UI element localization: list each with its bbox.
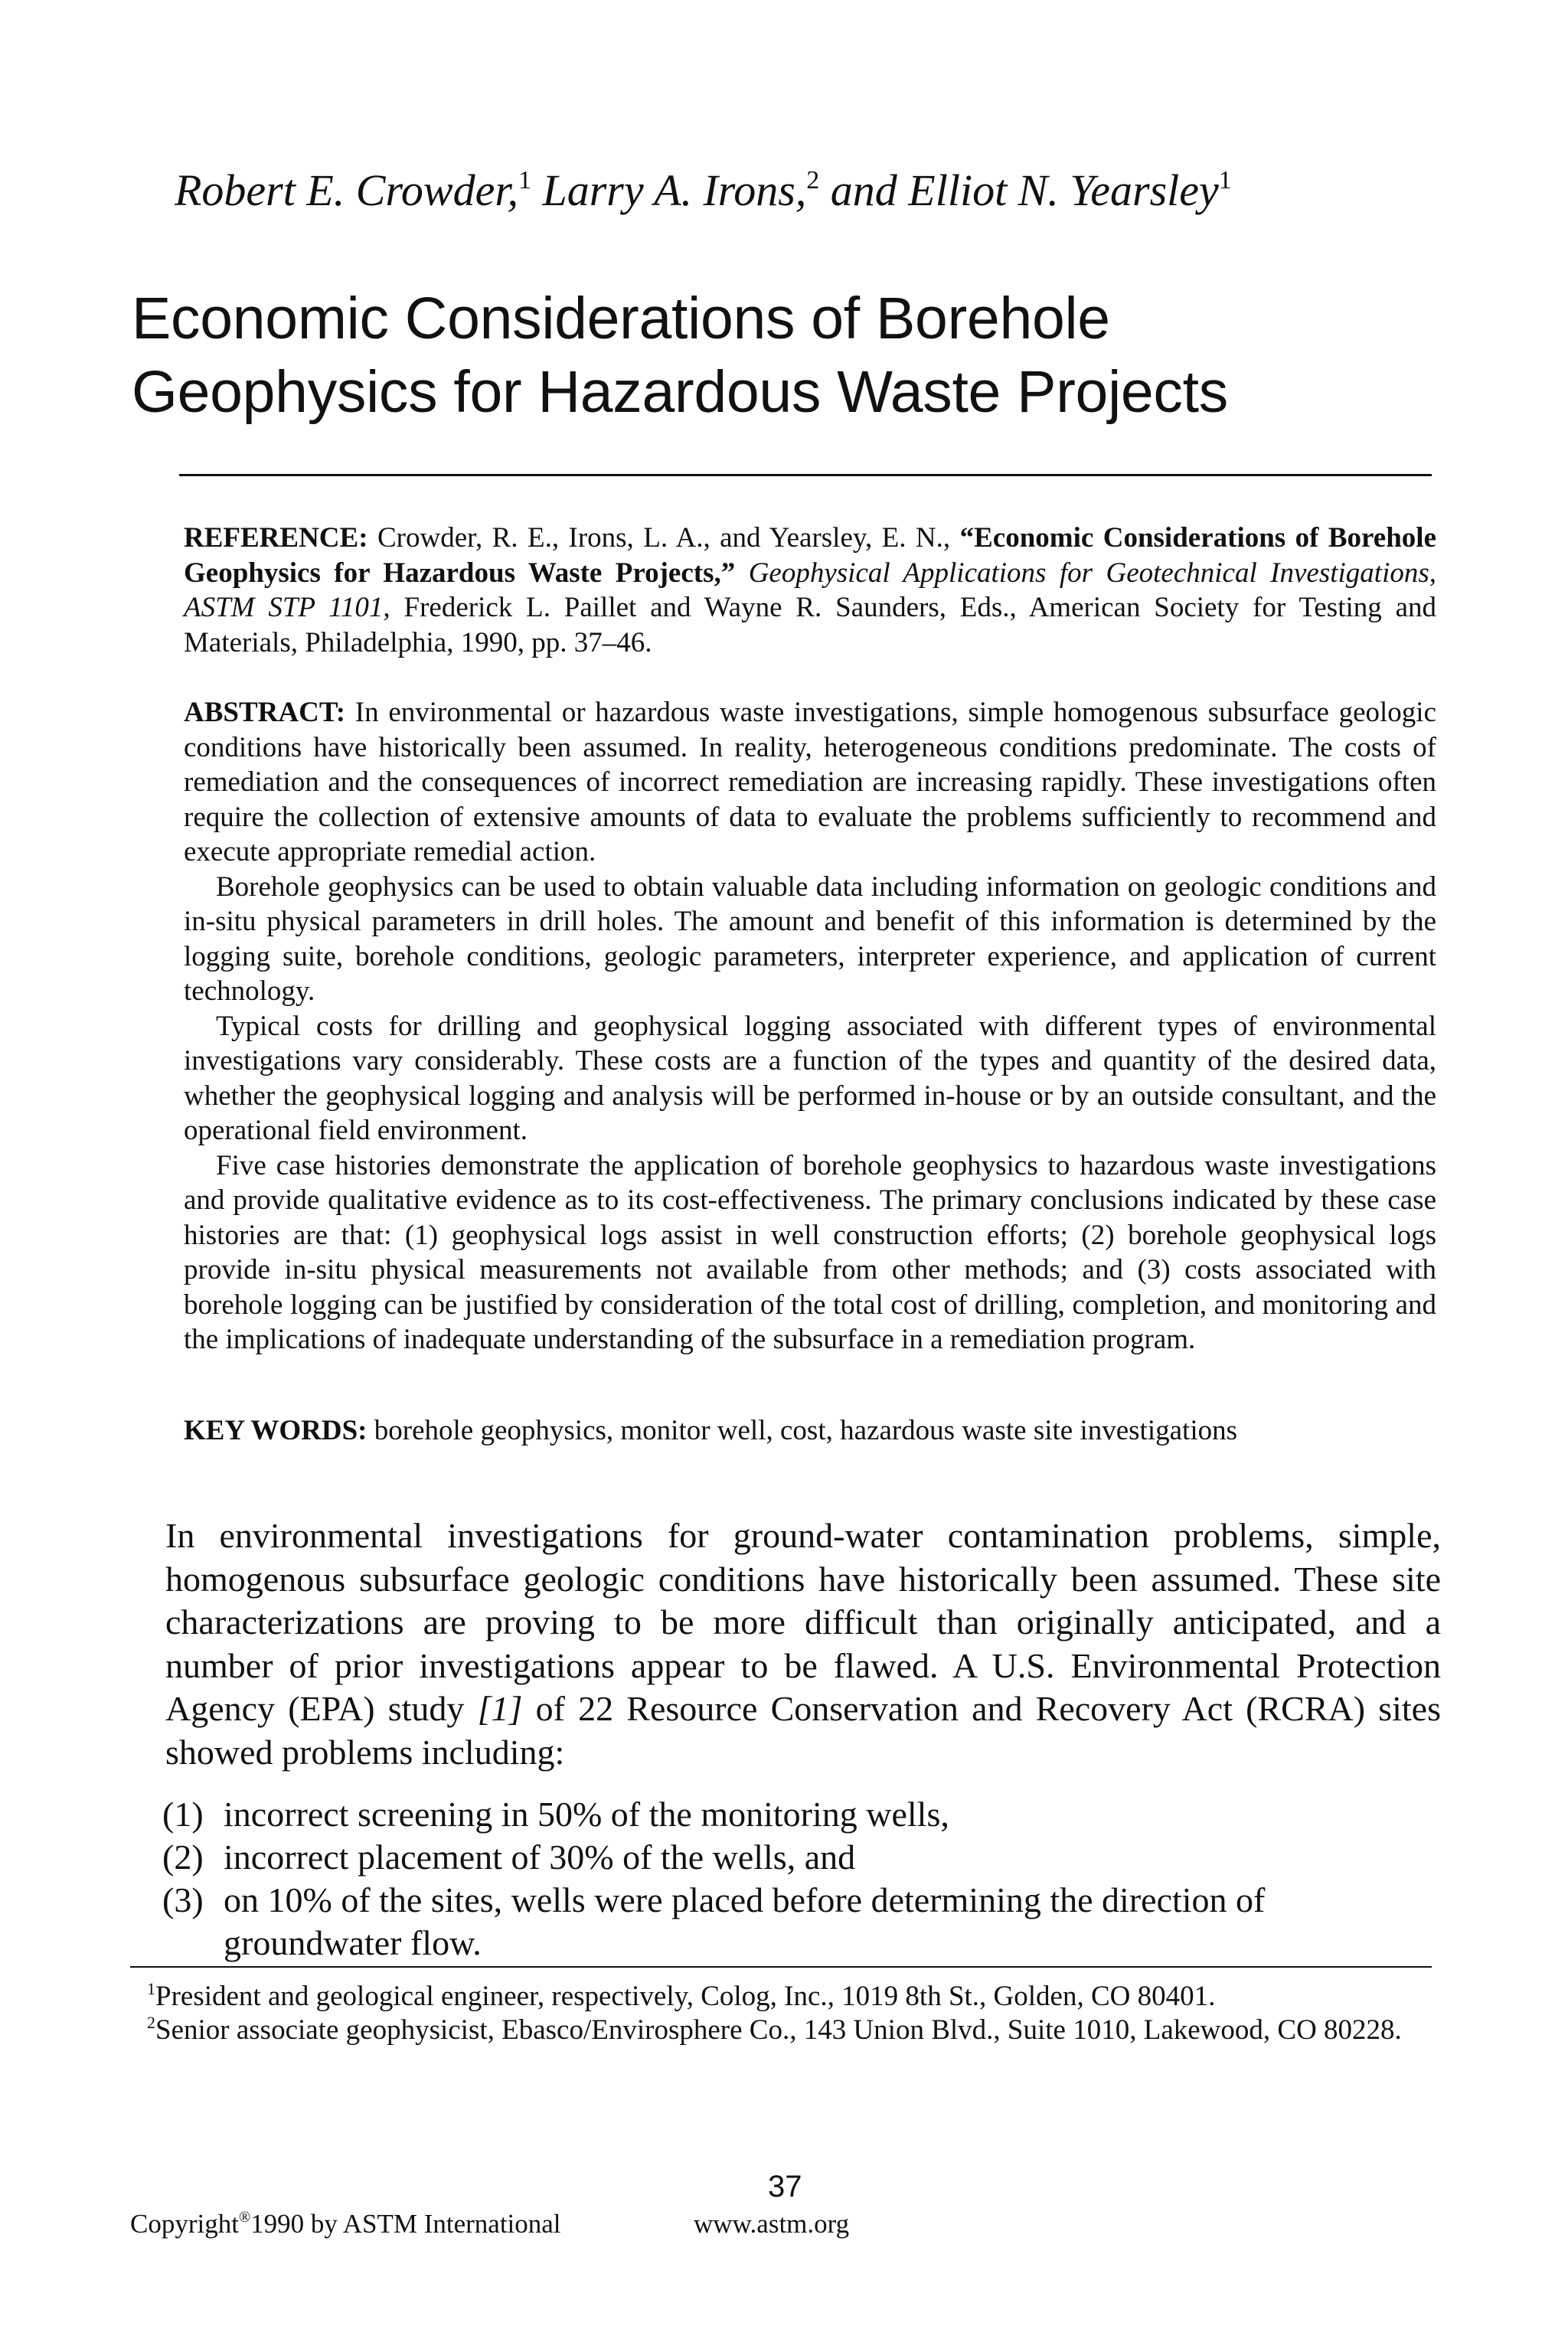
list-item-number: (3): [162, 1880, 204, 1919]
abstract-paragraph-1-text: In environmental or hazardous waste investigations, simple homogenous subsurface geologic conditions have historically been assumed. In reality, heterogeneous conditions predominate. The costs of remediation and the consequences of incorrect remediation are increasing rapidly. These investigations often require the collection of extensive amounts of data to evaluate the problems sufficiently to recommend and execute appropriate remedial action.: [184, 697, 1436, 867]
footnotes-block: [130, 1980, 1432, 2047]
page-number: 37: [768, 2170, 802, 2203]
abstract-label: ABSTRACT:: [184, 697, 346, 728]
footnote-2: [130, 2014, 1432, 2047]
abstract-block: [184, 695, 1436, 1357]
copyright-prefix: Copyright: [130, 2209, 239, 2239]
list-item-number: (2): [162, 1838, 204, 1877]
copyright-notice: [130, 2208, 561, 2240]
reference-publication-details: Frederick L. Paillet and Wayne R. Saunders, Eds., American Society for Testing and Materials, Philadelphia, 1990, pp. 37–46.: [184, 592, 1437, 658]
list-item: [162, 1836, 1441, 1879]
footnote-2-marker: 2: [147, 2013, 155, 2032]
reference-block: [184, 521, 1436, 660]
abstract-paragraph-2: Borehole geophysics can be used to obtain valuable data including information on geologic conditions and in-situ physical parameters in drill holes. The amount and benefit of this information is determined by the logging suite, borehole conditions, geologic parameters, interpreter experience, and application of current technology.: [184, 871, 1436, 1007]
list-item: [162, 1793, 1441, 1836]
list-item: [162, 1879, 1441, 1965]
footnote-divider: [130, 1966, 1432, 1968]
reference-label: REFERENCE:: [184, 522, 368, 554]
list-item-text: incorrect placement of 30% of the wells, and: [224, 1838, 856, 1877]
author-3-affiliation-marker: 1: [1218, 166, 1232, 194]
author-connector: and: [830, 165, 897, 215]
findings-list: [162, 1793, 1441, 1965]
publisher-website: www.astm.org: [694, 2209, 850, 2239]
title-divider: [179, 474, 1432, 476]
author-3-name: Elliot N. Yearsley: [908, 165, 1219, 215]
copyright-suffix: 1990 by ASTM International: [250, 2209, 561, 2239]
abstract-paragraph-4: Five case histories demonstrate the application of borehole geophysics to hazardous waste investigations and provide qualitative evidence as to its cost-effectiveness. The primary conclusions indicated by these case histories are that: (1) geophysical logs assist in well construction efforts; (2) borehole geophysical logs provide in-situ physical measurements not available from other methods; and (3) costs associated with borehole logging can be justified by consideration of the total cost of drilling, completion, and monitoring and the implications of inadequate understanding of the subsurface in a remediation program.: [184, 1149, 1436, 1355]
author-2-name: Larry A. Irons,: [542, 165, 807, 215]
author-2-affiliation-marker: 2: [806, 166, 820, 194]
author-1-affiliation-marker: 1: [518, 166, 531, 194]
keywords-label: KEY WORDS:: [184, 1415, 368, 1446]
body-paragraph-1-text-b: of 22 Resource Conservation and Recovery Act (RCRA) sites showed problems including:: [165, 1689, 1442, 1772]
footnote-1-marker: 1: [147, 1979, 155, 1998]
citation-reference: [1]: [477, 1689, 523, 1728]
abstract-paragraph-3: Typical costs for drilling and geophysical logging associated with different types of environmental investigations vary considerably. These costs are a function of the types and quantity of the desired data, whether the geophysical logging and analysis will be performed in-house or by an outside consultant, and the operational field environment.: [184, 1010, 1436, 1146]
reference-authors: Crowder, R. E., Irons, L. A., and Yearsley, E. N.,: [377, 522, 951, 554]
keywords-block: [184, 1413, 1436, 1449]
list-item-text: incorrect screening in 50% of the monitoring wells,: [224, 1795, 949, 1834]
title-line-1: Economic Considerations of Borehole: [132, 286, 1110, 351]
paper-title: [132, 282, 1464, 429]
registered-mark: ®: [238, 2209, 251, 2226]
keywords-text: borehole geophysics, monitor well, cost, hazardous waste site investigations: [374, 1415, 1238, 1446]
author-line: [175, 164, 1400, 217]
author-1-name: Robert E. Crowder,: [175, 165, 518, 215]
footnote-1-text: President and geological engineer, respectively, Colog, Inc., 1019 8th St., Golden, CO 80401.: [155, 1981, 1216, 2012]
title-line-2: Geophysics for Hazardous Waste Projects: [132, 359, 1228, 425]
footnote-2-text: Senior associate geophysicist, Ebasco/Envirosphere Co., 143 Union Blvd., Suite 1010, Lakewood, CO 80228.: [155, 2014, 1402, 2046]
body-paragraph-1-text-a: In environmental investigations for ground-water contamination problems, simple, homogenous subsurface geologic conditions have historically been assumed. These site characterizations are proving to be more difficult than originally anticipated, and a number of prior investigations appear to be flawed. A U.S. Environmental Protection Agency (EPA) study: [165, 1516, 1441, 1728]
reference-book-title: Geophysical Applications for Geotechnical Investigations, ASTM STP 1101,: [184, 557, 1436, 623]
list-item-number: (1): [162, 1795, 204, 1834]
footnote-1: [130, 1980, 1432, 2014]
body-paragraph-1: [165, 1514, 1441, 1774]
abstract-paragraph-1: [184, 695, 1436, 870]
reference-article-title: “Economic Considerations of Borehole Geophysics for Hazardous Waste Projects,”: [184, 522, 1437, 589]
list-item-text: on 10% of the sites, wells were placed before determining the direction of groundwater flow.: [224, 1880, 1266, 1962]
